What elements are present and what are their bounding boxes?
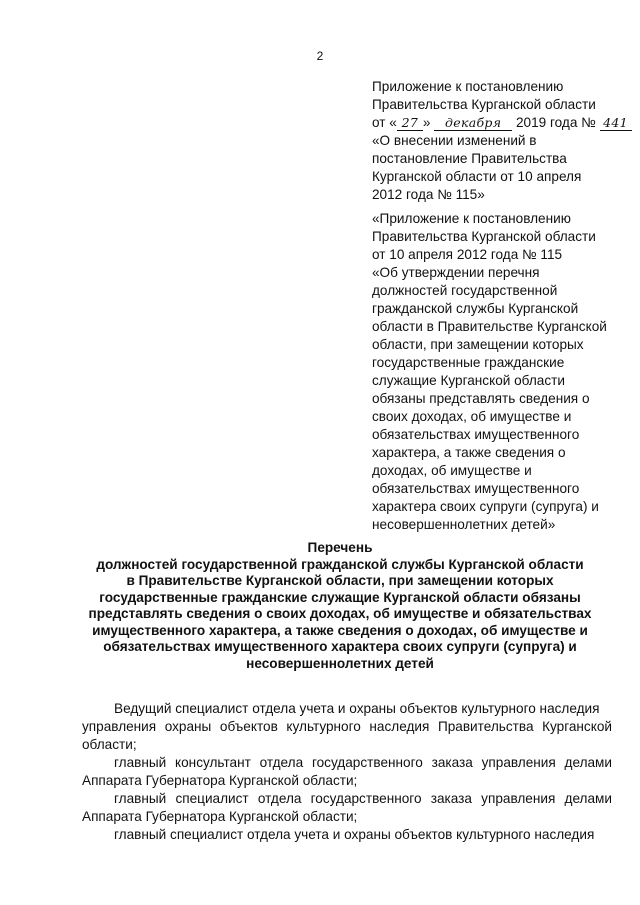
appendix-1-line-1: Приложение к постановлению — [372, 79, 564, 94]
appendix-1-date-line — [372, 114, 628, 132]
appendix-1-line-6: Курганской области от 10 апреля — [372, 169, 582, 184]
appendix-2-line: характера своих супруги (супруга) и — [372, 499, 599, 514]
date-year: 2019 года № — [512, 115, 600, 130]
title-line: в Правительстве Курганской области, при замещении которых — [126, 573, 554, 588]
appendix-2-line: обязательствах имущественного — [372, 481, 580, 496]
appendix-2-line: области, при замещении которых — [372, 337, 584, 352]
list-item-1-line-1: Ведущий специалист отдела учета и охраны объектов культурного наследия — [114, 701, 600, 716]
appendix-2-line: от 10 апреля 2012 года № 115 — [372, 247, 563, 262]
title-line: несовершеннолетних детей — [246, 655, 434, 671]
list-item-2-line-1: главный консультант отдела государственного заказа управления делами — [114, 755, 612, 770]
appendix-header-original — [372, 210, 622, 534]
appendix-2-line: обязательствах имущественного — [372, 427, 580, 442]
appendix-header-amendment — [372, 78, 628, 204]
appendix-1-line-2: Правительства Курганской области — [372, 97, 596, 112]
date-prefix: от « — [372, 115, 397, 130]
appendix-2-line: гражданской службы Курганской — [372, 301, 579, 316]
appendix-1-line-7: 2012 года № 115» — [372, 187, 485, 202]
handwritten-number: 441 — [600, 116, 632, 131]
appendix-1-line-4: «О внесении изменений в — [372, 133, 537, 148]
appendix-2-line: характера, а также сведения о — [372, 445, 566, 460]
list-item-3-line-2: Аппарата Губернатора Курганской области; — [82, 809, 358, 824]
list-item-1-line-2: управления охраны объектов культурного наследия Правительства Курганской — [82, 719, 612, 734]
title-line: имущественного характера, а также сведения о доходах, об имуществе и — [92, 622, 588, 638]
list-item-4-line-1: главный специалист отдела учета и охраны объектов культурного наследия — [114, 827, 595, 842]
appendix-2-line: Правительства Курганской области — [372, 229, 596, 244]
appendix-1-line-5: постановление Правительства — [372, 151, 567, 166]
list-item-3-line-1: главный специалист отдела государственного заказа управления делами — [114, 791, 612, 806]
page-number: 2 — [316, 49, 324, 63]
appendix-2-line: должностей государственной — [372, 283, 558, 298]
list-item-2-line-2: Аппарата Губернатора Курганской области; — [82, 773, 358, 788]
appendix-2-line: обязаны представлять сведения о — [372, 391, 590, 406]
title-line: представлять сведения о своих доходах, об имуществе и обязательствах — [88, 606, 592, 621]
appendix-2-line: доходах, об имуществе и — [372, 463, 532, 478]
list-item-1-line-3: области; — [82, 737, 137, 752]
handwritten-day: 27 — [397, 116, 423, 131]
appendix-2-line: «Приложение к постановлению — [372, 211, 571, 226]
appendix-2-line: своих доходах, об имуществе и — [372, 409, 572, 424]
title-heading: Перечень — [307, 540, 373, 555]
document-title — [60, 540, 620, 672]
title-line: государственные гражданские служащие Курганской области обязаны — [99, 589, 581, 605]
appendix-2-line: служащие Курганской области — [372, 373, 565, 388]
appendix-2-line: области в Правительстве Курганской — [372, 319, 607, 334]
handwritten-month: декабря — [434, 116, 512, 131]
title-line: должностей государственной гражданской службы Курганской области — [96, 556, 584, 572]
positions-list — [82, 700, 612, 844]
appendix-2-line: несовершеннолетних детей» — [372, 517, 556, 532]
appendix-2-line: государственные гражданские — [372, 355, 565, 370]
appendix-2-line: «Об утверждении перечня — [372, 265, 540, 280]
date-mid: » — [422, 115, 435, 130]
title-line: обязательствах имущественного характера своих супруги (супруга) и — [103, 639, 577, 654]
